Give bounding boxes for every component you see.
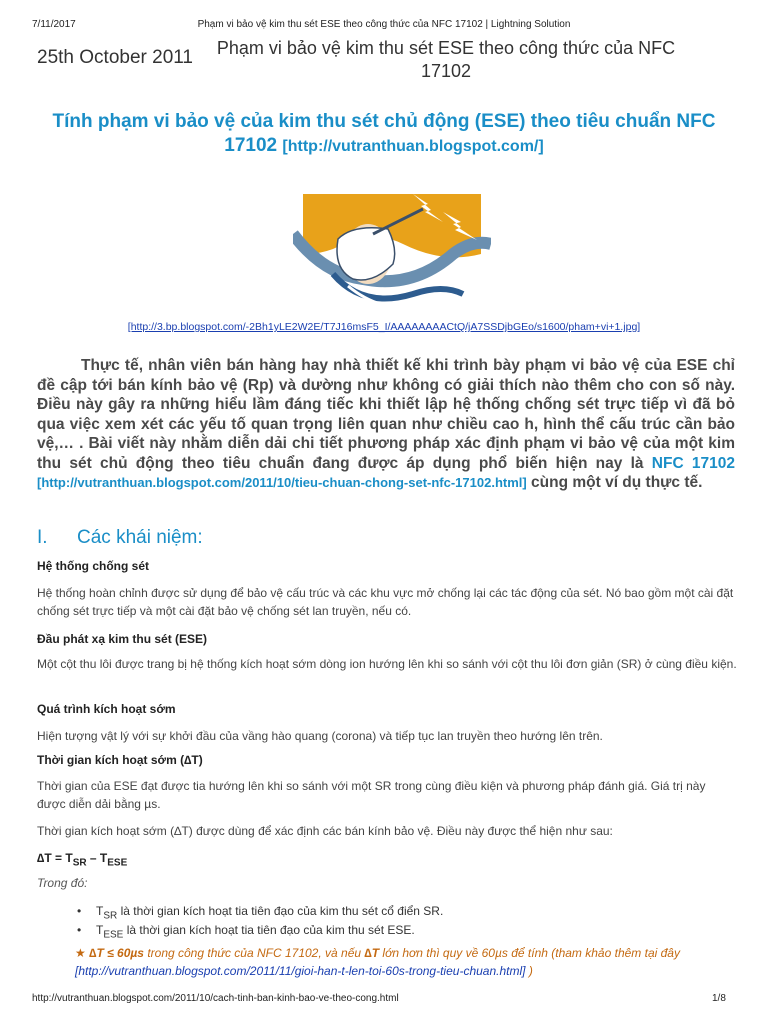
section-heading bbox=[37, 527, 203, 549]
post-date: 25th October 2011 bbox=[37, 47, 193, 68]
star-icon: ★ bbox=[75, 946, 86, 960]
post-title: Phạm vi bảo vệ kim thu sét ESE theo công thức của NFC 17102 bbox=[216, 38, 676, 81]
definition-term: Đầu phát xạ kim thu sét (ESE) bbox=[37, 632, 208, 646]
definition-text: Thời gian kích hoạt sớm (∆T) được dùng để xác định các bán kính bảo vệ. Điều này được thể hiện như sau: bbox=[37, 824, 613, 838]
nfc-article-link[interactable]: [http://vutranthuan.blogspot.com/2011/10/tieu-chuan-chong-set-nfc-17102.html] bbox=[37, 475, 527, 490]
page-url: http://vutranthuan.blogspot.com/2011/10/cach-tinh-ban-kinh-bao-ve-theo-cong.html bbox=[32, 993, 399, 1004]
page-number: 1/8 bbox=[712, 993, 726, 1004]
print-date: 7/11/2017 bbox=[32, 19, 76, 30]
section-number: I. bbox=[37, 527, 48, 548]
article-heading-link[interactable]: [http://vutranthuan.blogspot.com/] bbox=[282, 138, 544, 155]
article-heading bbox=[50, 110, 718, 159]
image-source-link[interactable]: [http://3.bp.blogspot.com/-2Bh1yLE2W2E/T7J16msF5_I/AAAAAAAACtQ/jA7SSDjbGEo/s1600/pham+vi+1.jpg] bbox=[127, 321, 641, 333]
delta-t-formula: $\Delta T = T_{SR} - T_{ESE}$ bbox=[37, 851, 128, 869]
nfc-standard-link[interactable]: NFC 17102 bbox=[651, 454, 735, 472]
bullet-icon: • bbox=[77, 904, 82, 918]
zeus-lightning-illustration[interactable] bbox=[293, 194, 491, 319]
where-label: Trong đó: bbox=[37, 876, 88, 890]
definition-term: Hệ thống chống sét bbox=[37, 559, 149, 573]
article-heading-text: Tính phạm vi bảo vệ của kim thu sét chủ động (ESE) theo tiêu chuẩn NFC 17102 bbox=[52, 111, 716, 156]
definition-text: Hệ thống hoàn chỉnh được sử dụng để bảo vệ cấu trúc và các khu vực mở chống lại các tác động của sét. Nó bao gồm một cài đặt chống sét trực tiếp và một cài đặt bảo vệ chống sét lan truyền, nếu có. bbox=[37, 586, 734, 618]
section-title: Các khái niệm: bbox=[77, 527, 203, 548]
definition-text: Một cột thu lôi được trang bị hệ thống kích hoạt sớm dòng ion hướng lên khi so sánh với cột thu lôi đơn giản (SR) ở cùng điều kiện. bbox=[37, 657, 737, 671]
intro-paragraph bbox=[37, 356, 735, 493]
definition-text: Hiện tượng vật lý với sự khởi đầu của vầng hào quang (corona) và tiếp tục lan truyền theo hướng lên trên. bbox=[37, 729, 603, 743]
intro-text-end: cùng một ví dụ thực tế. bbox=[526, 474, 703, 491]
print-page-title: Phạm vi bảo vệ kim thu sét ESE theo công thức của NFC 17102 | Lightning Solution bbox=[197, 19, 571, 30]
definition-term: Quá trình kích hoạt sớm bbox=[37, 702, 176, 716]
intro-text: Thực tế, nhân viên bán hàng hay nhà thiết kế khi trình bày phạm vi bảo vệ của ESE chỉ đề cập tới bán kính bảo vệ (Rp) và dường như không có giải thích nào thêm cho con số này. Điều này gây ra những hiểu lầm đáng tiếc khi thiết lập hệ thống chống sét trực tiếp vì đã bỏ qua việc xem xét các yếu tố quan trọng liên quan như chiều cao h, hình thể cấu trúc cần bảo vệ,… . Bài viết này nhằm diễn dải chi tiết phương pháp xác định phạm vi bảo vệ của một kim thu sét chủ động theo tiêu chuẩn đang được áp dụng phổ biến hiện nay là bbox=[37, 357, 735, 472]
definition-term: Thời gian kích hoạt sớm (∆T) bbox=[37, 753, 203, 767]
bullet-icon: • bbox=[77, 923, 82, 937]
definition-text: Thời gian của ESE đạt được tia hướng lên khi so sánh với một SR trong cùng điều kiện và phương pháp đánh giá. Giá trị này được diễn dải bằng µs. bbox=[37, 779, 706, 811]
note-limit-60us: ★ ∆T ≤ 60µs trong công thức của NFC 17102, và nếu ∆T lớn hơn thì quy về 60µs để tính (tham khảo thêm tại đây [http://vutranthuan.blogspot.com/2011/11/gioi-han-t-len-toi-60s-trong-tieu-chuan.html] ) bbox=[75, 946, 680, 978]
limit-article-link[interactable]: [http://vutranthuan.blogspot.com/2011/11/gioi-han-t-len-toi-60s-trong-tieu-chuan.html] bbox=[75, 964, 526, 978]
